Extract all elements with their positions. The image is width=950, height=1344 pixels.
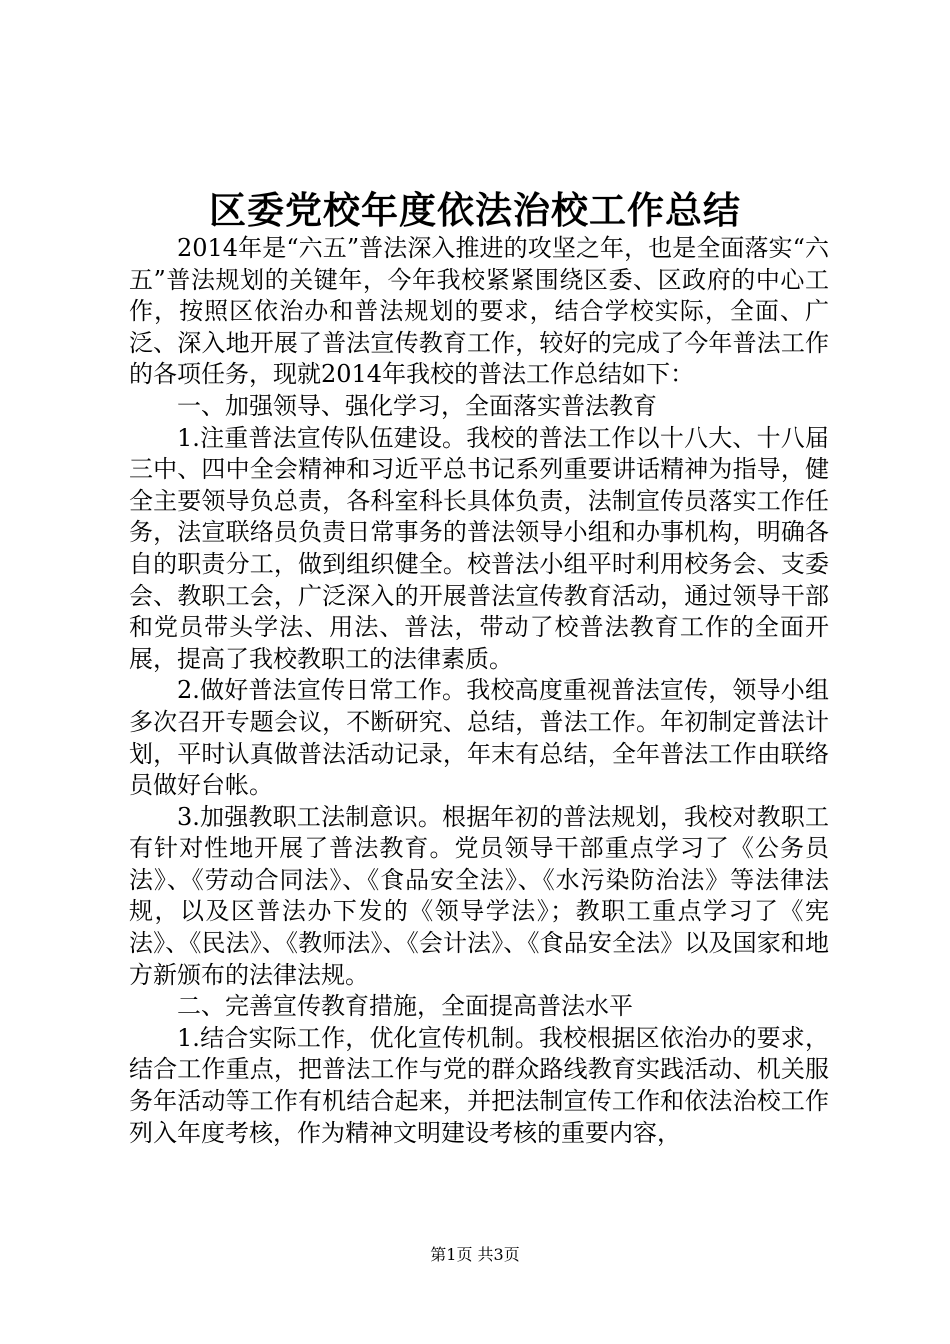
document-title: 区委党校年度依法治校工作总结 <box>209 188 741 232</box>
paragraph-intro: 2014年是“六五”普法深入推进的攻坚之年，也是全面落实“六五”普法规划的关键年，今年我校紧紧围绕区委、区政府的中心工作，按照区依治办和普法规划的要求，结合学校实际，全面、广泛、深入地开展了普法宣传教育工作，较好的完成了今年普法工作的各项任务，现就2014年我校的普法工作总结如下： <box>129 234 829 389</box>
paragraph-2-1: 1.结合实际工作，优化宣传机制。我校根据区依治办的要求，结合工作重点，把普法工作与党的群众路线教育实践活动、机关服务年活动等工作有机结合起来，并把法制宣传工作和依法治校工作列入年度考核，作为精神文明建设考核的重要内容， <box>129 1023 829 1147</box>
paragraph-1-2: 2.做好普法宣传日常工作。我校高度重视普法宣传，领导小组多次召开专题会议，不断研究、总结，普法工作。年初制定普法计划，平时认真做普法活动记录，年末有总结，全年普法工作由联络员做好台帐。 <box>129 676 829 800</box>
section-heading-1: 一、加强领导、强化学习，全面落实普法教育 <box>177 391 657 420</box>
page-footer: 第1页 共3页 <box>430 1245 520 1264</box>
document-body <box>129 233 829 1149</box>
paragraph-1-1: 1.注重普法宣传队伍建设。我校的普法工作以十八大、十八届三中、四中全会精神和习近平总书记系列重要讲话精神为指导，健全主要领导负总责，各科室科长具体负责，法制宣传员落实工作任务，法宣联络员负责日常事务的普法领导小组和办事机构，明确各自的职责分工，做到组织健全。校普法小组平时利用校务会、支委会、教职工会，广泛深入的开展普法宣传教育活动，通过领导干部和党员带头学法、用法、普法，带动了校普法教育工作的全面开展，提高了我校教职工的法律素质。 <box>129 423 829 673</box>
paragraph-1-3: 3.加强教职工法制意识。根据年初的普法规划，我校对教职工有针对性地开展了普法教育。党员领导干部重点学习了《公务员法》、《劳动合同法》、《食品安全法》、《水污染防治法》等法律法规，以及区普法办下发的《领导学法》；教职工重点学习了《宪法》、《民法》、《教师法》、《会计法》、《食品安全法》以及国家和地方新颁布的法律法规。 <box>129 802 829 989</box>
section-heading-2: 二、完善宣传教育措施，全面提高普法水平 <box>177 992 633 1021</box>
